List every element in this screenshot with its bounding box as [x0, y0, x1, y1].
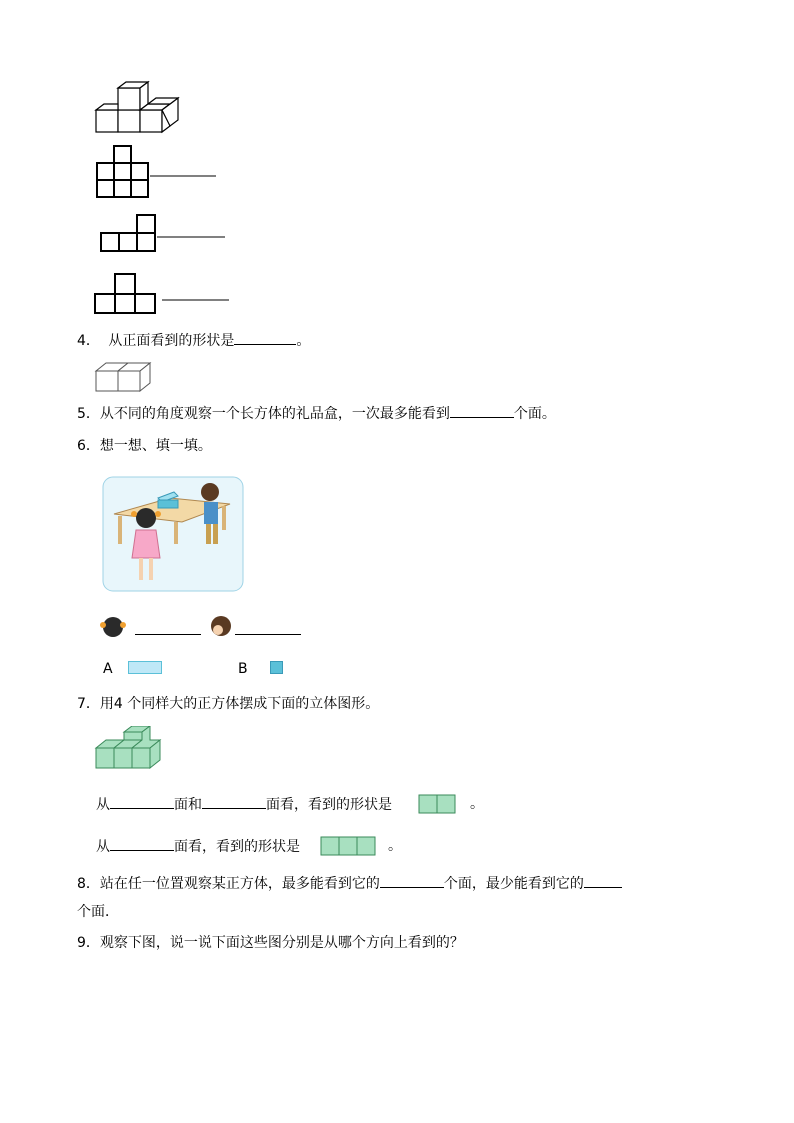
question-text: 从不同的角度观察一个长方体的礼品盒，一次最多能看到 [99, 406, 450, 422]
question-7: 7．用4 个同样大的正方体摆成下面的立体图形。 [77, 696, 380, 712]
girl-head-icon [100, 614, 126, 638]
option-b-square[interactable] [270, 661, 283, 674]
answer-blank[interactable] [450, 403, 514, 418]
q7-line-2-end: 。 [388, 838, 402, 854]
question-text: 想一想、填一填。 [99, 438, 212, 454]
question-5: 5．从不同的角度观察一个长方体的礼品盒，一次最多能看到 个面。 [77, 403, 556, 424]
answer-blank[interactable] [110, 794, 174, 809]
question-text: 从正面看到的形状是 [108, 333, 235, 349]
question-6: 6．想一想、填一填。 [77, 438, 212, 454]
question-number: 4． [77, 333, 100, 349]
answer-blank[interactable] [234, 330, 296, 345]
q7-line-2: 从 面看，看到的形状是 [96, 836, 300, 857]
cube-stack-figure [94, 80, 184, 136]
green-cubes-figure [94, 726, 164, 772]
answer-blank-girl[interactable] [135, 620, 201, 635]
option-a-wide-rectangle[interactable] [128, 661, 162, 674]
view-shape-1 [96, 144, 221, 202]
answer-blank-boy[interactable] [235, 620, 301, 635]
answer-blank[interactable] [584, 873, 622, 888]
question-8-end: 个面． [77, 904, 119, 920]
cuboid-figure [94, 361, 154, 395]
question-text: 站在任一位置观察某正方体，最多能看到它的 [99, 876, 380, 892]
q7-line-1: 从 面和 面看，看到的形状是 [96, 794, 392, 815]
view-shape-3 [94, 272, 234, 316]
table-scene-illustration [102, 476, 244, 592]
question-4: 4． 从正面看到的形状是 。 [77, 330, 310, 351]
q7-line-1-end: 。 [470, 796, 484, 812]
answer-blank[interactable] [202, 794, 266, 809]
boy-head-icon [208, 614, 234, 638]
option-b-label: B [238, 661, 248, 677]
answer-blank[interactable] [110, 836, 174, 851]
question-text: 用4 个同样大的正方体摆成下面的立体图形。 [99, 696, 380, 712]
option-a-label: A [103, 661, 113, 677]
question-text: 观察下图，说一说下面这些图分别是从哪个方向上看到的？ [99, 935, 464, 951]
question-9: 9．观察下图，说一说下面这些图分别是从哪个方向上看到的？ [77, 935, 464, 951]
answer-blank[interactable] [380, 873, 444, 888]
view-shape-2 [99, 213, 229, 257]
two-square-view [418, 794, 456, 814]
question-8: 8．站在任一位置观察某正方体，最多能看到它的 个面，最少能看到它的 [77, 873, 622, 894]
three-square-view [320, 836, 376, 856]
